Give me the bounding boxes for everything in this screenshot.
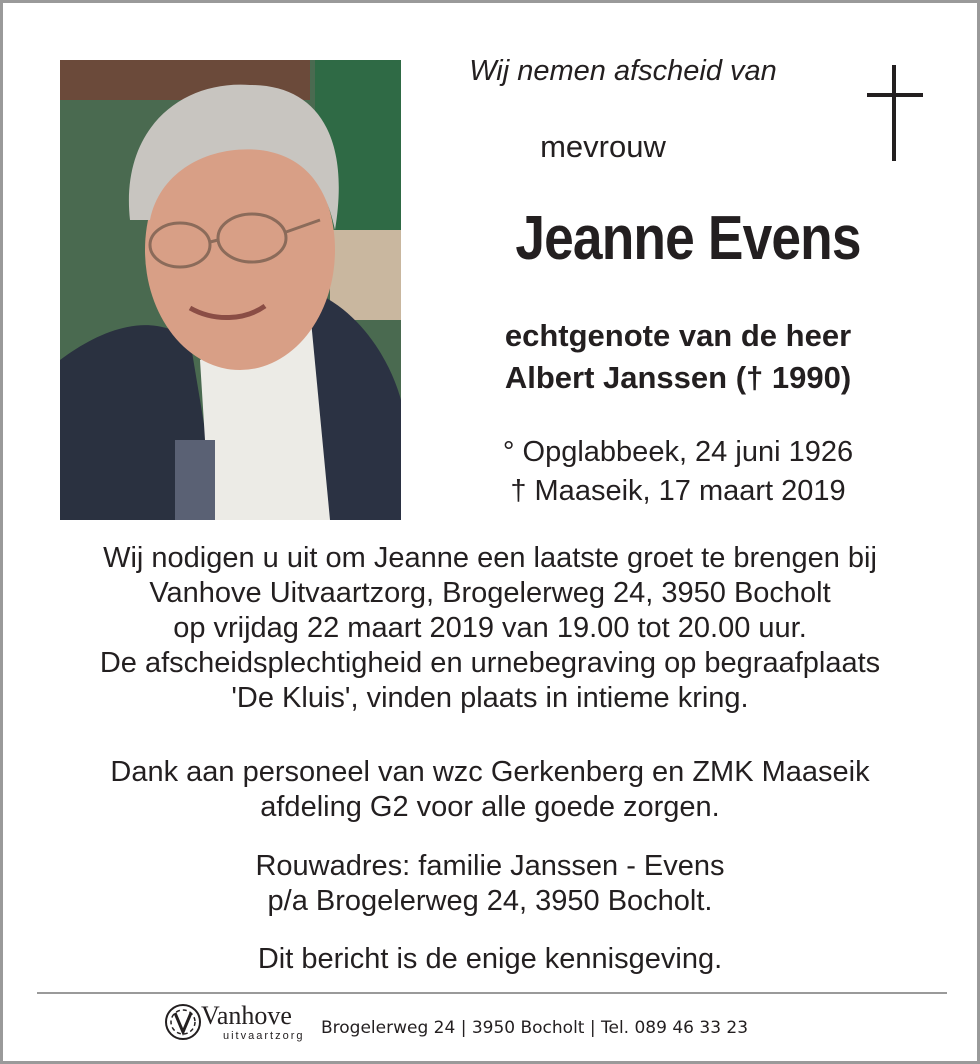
- vanhove-logo-icon: [163, 1002, 203, 1042]
- footer-divider: [37, 992, 947, 994]
- thanks-text: [33, 755, 947, 825]
- thanks-line: afdeling G2 voor alle goede zorgen.: [260, 791, 720, 823]
- spouse-line-1: echtgenote van de heer: [504, 318, 852, 353]
- deceased-name: Jeanne Evens: [515, 204, 861, 273]
- address-line: Rouwadres: familie Janssen - Evens: [255, 850, 725, 882]
- death-date: † Maaseik, 17 maart 2019: [510, 475, 846, 507]
- address-line: p/a Brogelerweg 24, 3950 Bocholt.: [267, 885, 713, 917]
- logo-subtitle: uitvaartzorg: [223, 1030, 305, 1042]
- invitation-text: [33, 541, 947, 716]
- portrait-photo: [60, 60, 401, 520]
- birth-date: ° Opglabbeek, 24 juni 1926: [502, 436, 854, 468]
- intro-text: Wij nemen afscheid van: [469, 55, 777, 87]
- logo-name: Vanhove: [201, 1001, 292, 1030]
- spouse-info: [423, 315, 933, 399]
- funeral-home-footer: [163, 998, 883, 1048]
- spouse-line-2: Albert Janssen († 1990): [504, 360, 852, 395]
- invitation-line: De afscheidsplechtigheid en urnebegraving op begraafplaats: [99, 647, 881, 679]
- invitation-line: Vanhove Uitvaartzorg, Brogelerweg 24, 3950 Bocholt: [149, 577, 831, 609]
- invitation-line: 'De Kluis', vinden plaats in intieme kring.: [231, 682, 749, 714]
- notice-text: Dit bericht is de enige kennisgeving.: [257, 943, 723, 975]
- cross-icon: [867, 65, 923, 161]
- honorific: mevrouw: [540, 129, 666, 164]
- footer-contact: Brogelerweg 24 | 3950 Bocholt | Tel. 089 46 33 23: [321, 1018, 749, 1038]
- life-dates: [423, 433, 933, 511]
- mourning-address: [33, 849, 947, 919]
- thanks-line: Dank aan personeel van wzc Gerkenberg en ZMK Maaseik: [110, 756, 870, 788]
- invitation-line: Wij nodigen u uit om Jeanne een laatste groet te brengen bij: [103, 542, 877, 574]
- invitation-line: op vrijdag 22 maart 2019 van 19.00 tot 20.00 uur.: [173, 612, 807, 644]
